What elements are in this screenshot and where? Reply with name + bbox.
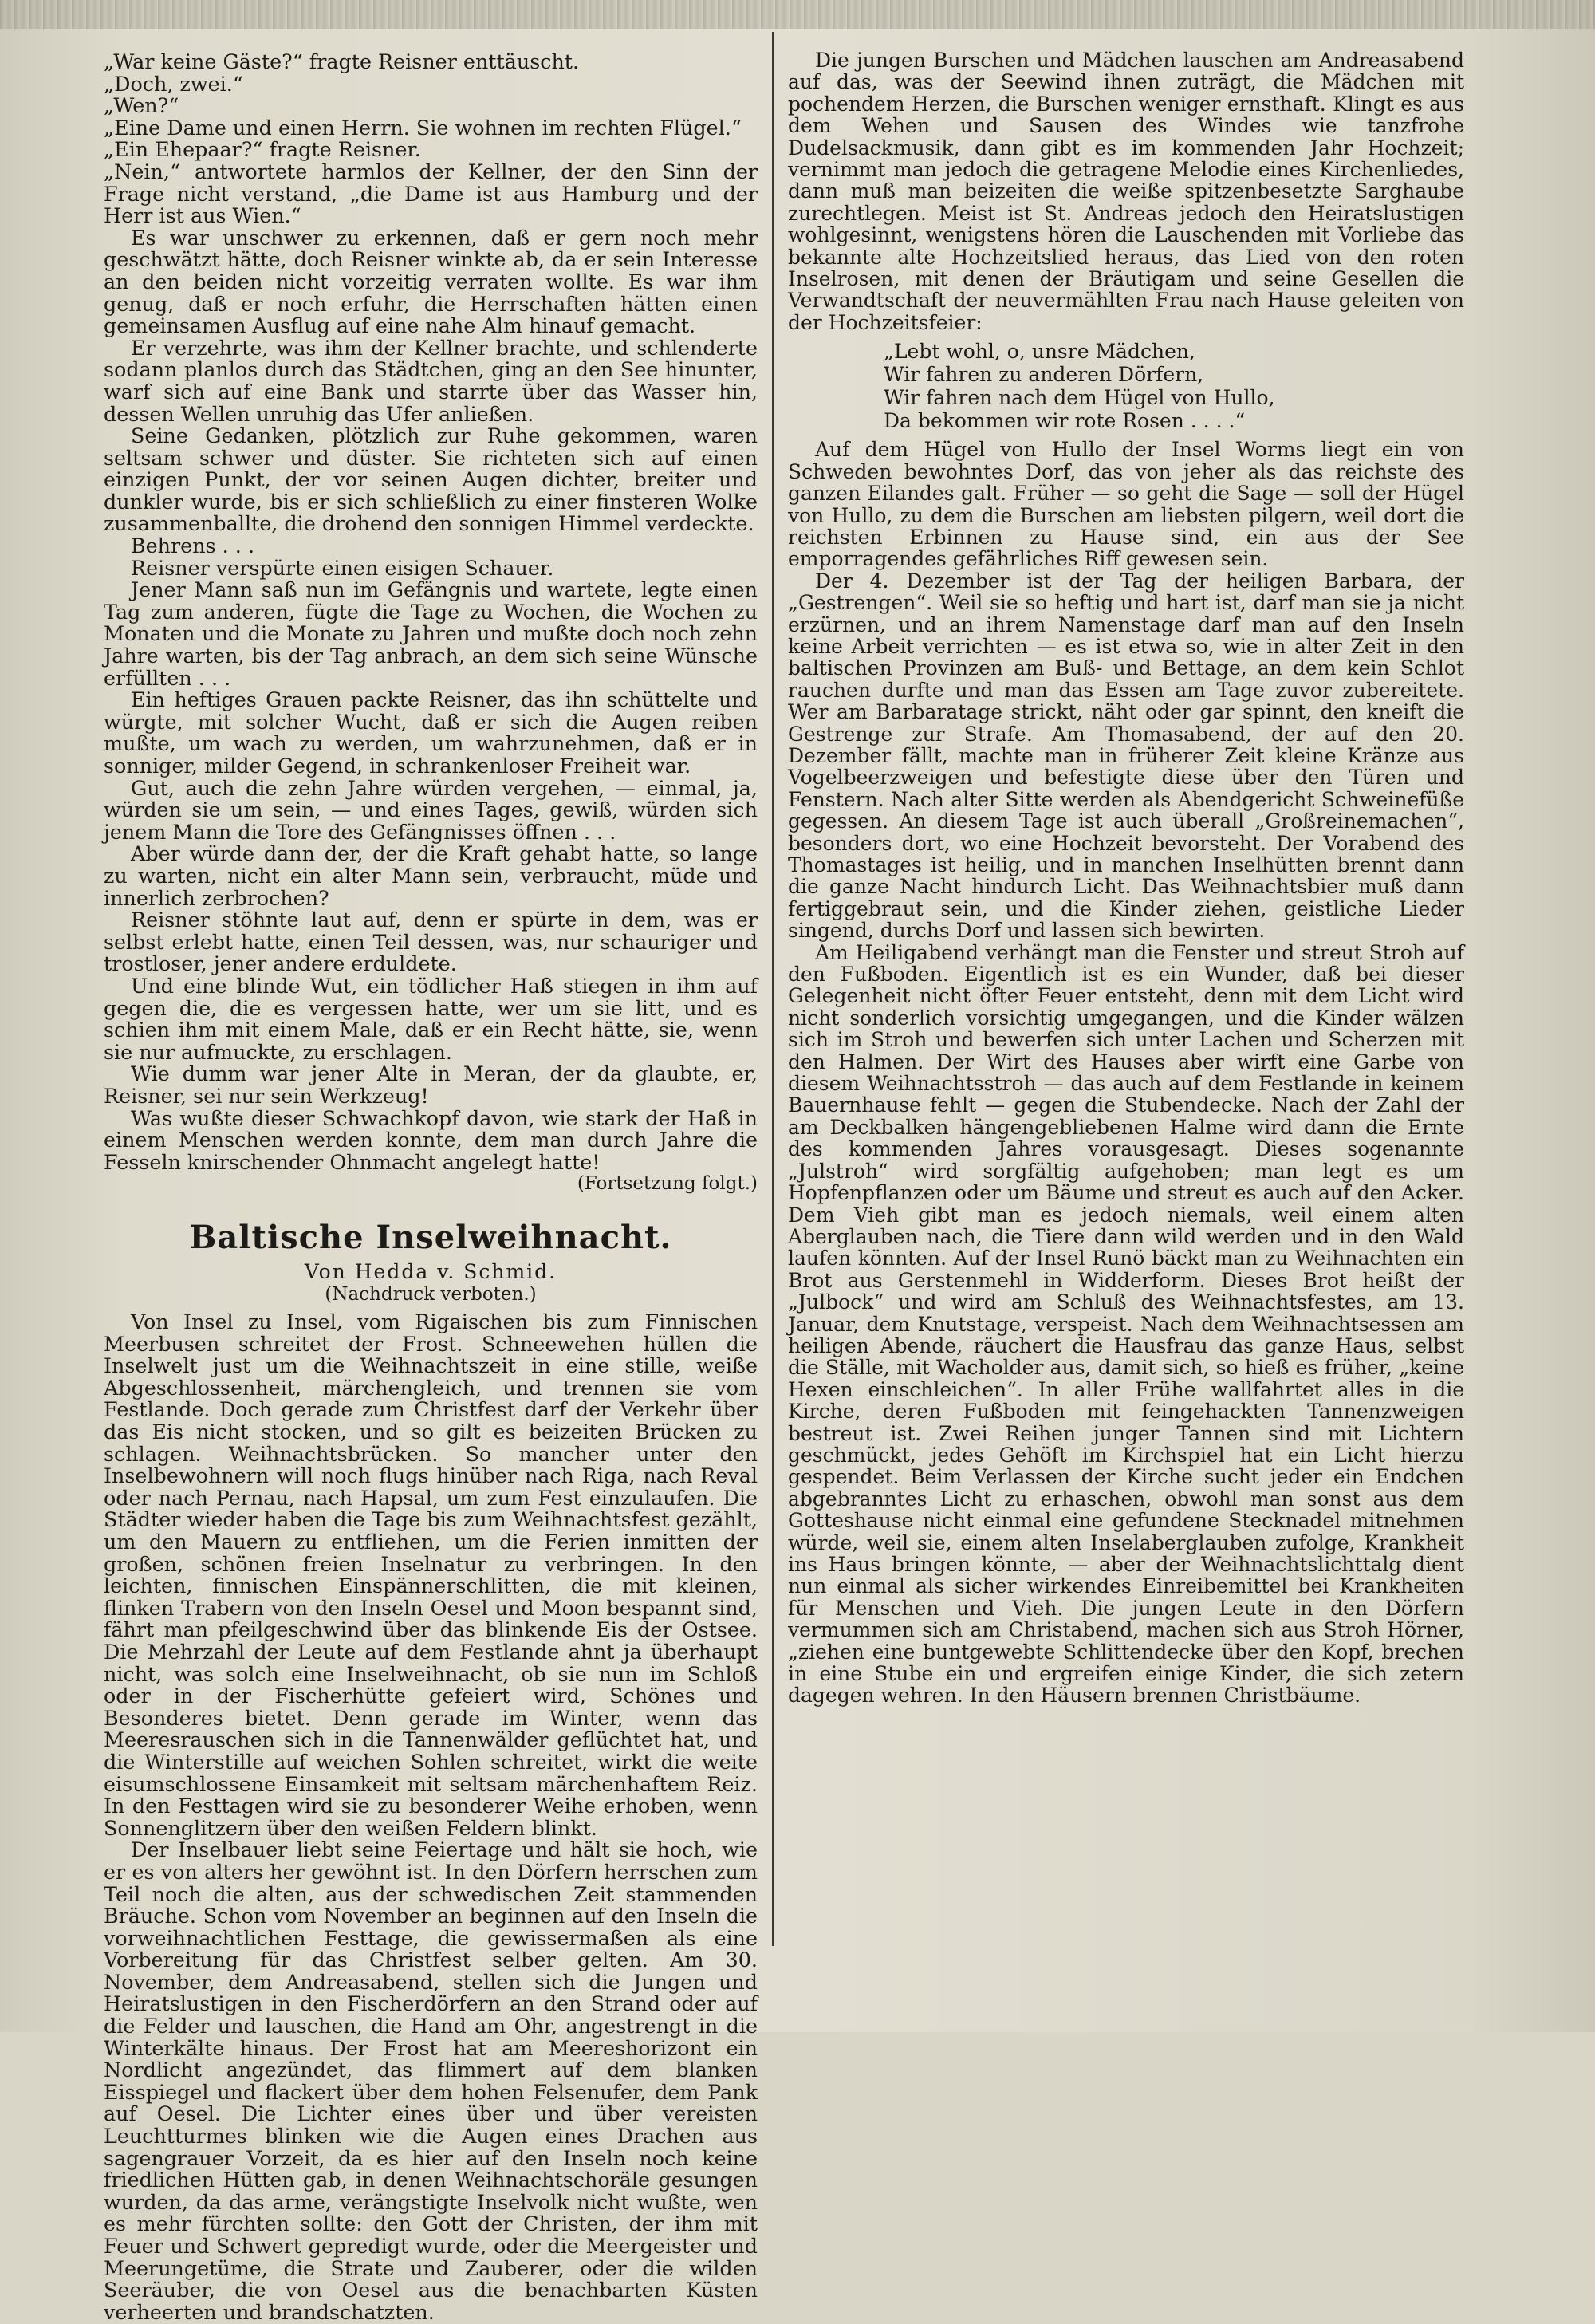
left-column — [104, 51, 758, 2323]
story-paragraph: Und eine blinde Wut, ein tödlicher Haß stiegen in ihm auf gegen die, die es vergessen hatte, wer um sie litt, und es schien ihm mit einem Male, daß er ein Recht hätte, sie, wenn sie nur aufmuckte, zu erschlagen. — [104, 973, 758, 1064]
reprint-note: (Nachdruck verboten.) — [325, 1284, 537, 1306]
story-paragraph: Reisner verspürte einen eisigen Schauer. — [131, 555, 554, 580]
story-paragraph: Reisner stöhnte laut auf, denn er spürte in dem, was er selbst erlebt hatte, einen Teil dessen, was, nur schauriger und trostloser, jener andere erduldete. — [104, 908, 758, 976]
story-paragraph: „Eine Dame und einen Herrn. Sie wohnen im rechten Flügel.“ — [104, 115, 742, 140]
story-paragraph: „Nein,“ antwortete harmlos der Kellner, der den Sinn der Frage nicht verstand, „die Dame ist aus Hamburg und der Herr ist aus Wien.“ — [104, 159, 758, 228]
column-divider — [772, 32, 774, 1946]
story-paragraph: Behrens . . . — [131, 534, 255, 558]
poem-line: „Lebt wohl, o, unsre Mädchen, — [884, 340, 1195, 364]
story-paragraph: „Doch, zwei.“ — [104, 71, 243, 96]
poem-line: Wir fahren nach dem Hügel von Hullo, — [884, 386, 1275, 410]
story-paragraph: „War keine Gäste?“ fragte Reisner enttäuscht. — [104, 49, 580, 73]
story-paragraph: Jener Mann saß nun im Gefängnis und wartete, legte einen Tag zum anderen, fügte die Tage zu Wochen, die Wochen zu Monaten und die Monate zu Jahren und mußte doch noch zehn Jahre warten, bis der Tag anbrach, an dem sich seine Wünsche erfüllten . . . — [104, 577, 758, 690]
story-paragraph: Seine Gedanken, plötzlich zur Ruhe gekommen, waren seltsam schwer und düster. Sie richteten sich auf einen einzigen Punkt, der vor seinen Augen dichter, breiter und dunkler wurde, bis er sich schließlich zu einer finsteren Wolke zusammenballte, die drohend den sonnigen Himmel verdeckte. — [104, 423, 758, 536]
story-paragraph: „Ein Ehepaar?“ fragte Reisner. — [104, 137, 421, 162]
article-paragraph: Auf dem Hügel von Hullo der Insel Worms liegt ein von Schweden bewohntes Dorf, das von jeher als das reichste des ganzen Eilandes galt. Früher — so geht die Sage — soll der Hügel von Hullo, zu dem die Burschen am liebsten pilgern, weil dort die reichsten Erbinnen zu Hause sind, ein aus der See emporragendes gefährliches Riff gewesen sein. — [788, 438, 1464, 571]
poem-verse — [884, 340, 1464, 432]
story-paragraph: Ein heftiges Grauen packte Reisner, das ihn schüttelte und würgte, mit solcher Wucht, daß er sich die Augen reiben mußte, um wach zu werden, um wahrzunehmen, daß er in sonniger, milder Gegend, in schrankenloser Freiheit war. — [104, 687, 758, 778]
right-column — [788, 49, 1464, 1707]
story-paragraph: Gut, auch die zehn Jahre würden vergehen, — einmal, ja, würden sie um sein, — und eines Tages, gewiß, würden sich jenem Mann die Tore des Gefängnisses öffnen . . . — [104, 775, 758, 844]
article-paragraph: Die jungen Burschen und Mädchen lauschen am Andreasabend auf das, was der Seewind ihnen zuträgt, die Mädchen mit pochendem Herzen, die Burschen weniger ernsthaft. Klingt es aus dem Wehen und Sausen des Windes wie tanzfrohe Dudelsackmusik, dann gibt es im kommenden Jahr Hochzeit; vernimmt man jedoch die getragene Melodie eines Kirchenliedes, dann muß man beizeiten die weiße spitzenbesetzte Sarghaube zurechtlegen. Meist ist St. Andreas jedoch den Heiratslustigen wohlgesinnt, wenigstens hören die Lauschenden mit Vorliebe das bekannte alte Hochzeitslied heraus, das Lied von den roten Inselrosen, mit denen der Bräutigam und seine Gesellen die Verwandtschaft der neuvermählten Frau nach Hause geleiten von der Hochzeitsfeier: — [788, 49, 1464, 334]
article-title: Baltische Inselweihnacht. — [189, 1218, 672, 1256]
article-paragraph: Am Heiligabend verhängt man die Fenster und streut Stroh auf den Fußboden. Eigentlich ist es ein Wunder, daß bei dieser Gelegenheit nicht öfter Feuer entsteht, denn mit dem Licht wird nicht sonderlich vorsichtig umgegangen, und die Kinder wälzen sich im Stroh und bewerfen sich unter Lachen und Scherzen mit den Halmen. Der Wirt des Hauses aber wirft eine Garbe von diesem Weihnachtsstroh — das auch auf dem Festlande in keinem Bauernhause fehlt — gegen die Stubendecke. Nach der Zahl der am Deckbalken hängengebliebenen Halme wird dann die Ernte des kommenden Jahres vorausgesagt. Dieses sogenannte „Julstroh“ wird sorgfältig aufgehoben; man legt es um Hopfenpflanzen oder um Bäume und streut es auch auf den Acker. Dem Vieh gibt man es jedoch niemals, weil einem alten Aberglauben nach, die Tiere dann wild werden und in den Wald laufen könnten. Auf der Insel Runö bäckt man zu Weihnachten ein Brot aus Gerstenmehl in Widderform. Dieses Brot heißt der „Julbock“ und wird am Schluß des Weihnachtsfestes, am 13. Januar, dem Knutstage, verspeist. Nach dem Weihnachtsessen am heiligen Abende, räuchert die Hausfrau das ganze Haus, selbst die Ställe, mit Wacholder aus, damit sich, so hieß es früher, „keine Hexen einschleichen“. In aller Frühe wallfahrtet alles in die Kirche, deren Fußboden mit feingehackten Tannenzweigen bestreut ist. Zwei Reihen junger Tannen sind mit Lichtern geschmückt, jedes Gehöft im Kirchspiel hat ein Licht hierzu gespendet. Beim Verlassen der Kirche sucht jeder ein Endchen abgebranntes Licht zu erhaschen, obwohl man sonst aus dem Gotteshause nicht einmal eine gefundene Stecknadel mitnehmen würde, weil sie, einem alten Inselaberglauben zufolge, Krankheit ins Haus bringen könnte, — aber der Weihnachtslichttalg dient nun einmal als sicher wirkendes Einreibemittel bei Krankheiten für Menschen und Vieh. Die jungen Leute in den Dörfern vermummen sich am Christabend, machen sich aus Stroh Hörner, „ziehen eine buntgewebte Schlittendecke über den Kopf, brechen in eine Stube ein und ergreifen einige Kinder, die sich zetern dagegen wehren. In den Häusern brennen Christbäume. — [788, 940, 1464, 1708]
story-paragraph: Es war unschwer zu erkennen, daß er gern noch mehr geschwätzt hätte, doch Reisner winkte ab, da er sein Interesse an den beiden nicht vorzeitig verraten wollte. Es war ihm genug, daß er noch erfuhr, die Herrschaften hätten einen gemeinsamen Ausflug auf eine nahe Alm hinauf gemacht. — [104, 225, 758, 338]
article-paragraph: Der 4. Dezember ist der Tag der heiligen Barbara, der „Gestrengen“. Weil sie so heftig und hart ist, darf man sie ja nicht erzürnen, und an ihrem Namenstage darf man auf den Inseln keine Arbeit verrichten — es ist etwa so, wie in alter Zeit in den baltischen Provinzen am Buß- und Bettage, an dem kein Schlot rauchen durfte und man das Essen am Tage zuvor zubereitete. Wer am Barbaratage strickt, näht oder gar spinnt, den kneift die Gestrenge zur Strafe. Am Thomasabend, der auf den 20. Dezember fällt, machte man in früherer Zeit kleine Kränze aus Vogelbeerzweigen und befestigte diese über den Türen und Fenstern. Nach alter Sitte werden als Abendgericht Schweinefüße gegessen. An diesem Tage ist auch überall „Großreinemachen“, besonders dort, wo eine Hochzeit bevorsteht. Der Vorabend des Thomastages ist heilig, und in manchen Inselhütten brennt dann die ganze Nacht hindurch Licht. Das Weihnachtsbier muß dann fertiggebraut sein, und die Kinder ziehen, geistliche Lieder singend, durchs Dorf und lassen sich bewirten. — [788, 569, 1464, 943]
article-paragraph: Der Inselbauer liebt seine Feiertage und hält sie hoch, wie er es von alters her gewöhnt ist. In den Dörfern herrschen zum Teil noch die alten, aus der schwedischen Zeit stammenden Bräuche. Schon vom November an beginnen auf den Inseln die vorweihnachtlichen Festtage, die gewissermaßen als eine Vorbereitung für das Christfest selber gelten. Am 30. November, dem Andreasabend, stellen sich die Jungen und Heiratslustigen in den Fischerdörfern an den Strand oder auf die Felder und lauschen, die Hand am Ohr, angestrengt in die Winterkälte hinaus. Der Frost hat am Meereshorizont ein Nordlicht angezündet, das flimmert auf dem blanken Eisspiegel und flackert über dem hohen Felsenufer, dem Pank auf Oesel. Die Lichter eines über und über vereisten Leuchtturmes blinken wie die Augen eines Drachen aus sagengrauer Vorzeit, da es hier auf den Inseln noch keine friedlichen Hütten gab, in denen Weihnachtschoräle gesungen wurden, da das arme, verängstigte Inselvolk nicht wußte, wen es mehr fürchten sollte: den Gott der Christen, der ihm mit Feuer und Schwert gepredigt wurde, oder die Meergeister und Meerungetüme, die Strate und Zauberer, oder die wilden Seeräuber, die von Oesel aus die benachbarten Küsten verheerten und brandschatzten. — [104, 1838, 758, 2324]
story-paragraph: Aber würde dann der, der die Kraft gehabt hatte, so lange zu warten, nicht ein alter Mann sein, verbraucht, müde und innerlich zerbrochen? — [104, 841, 758, 910]
story-paragraph: Was wußte dieser Schwachkopf davon, wie stark der Haß in einem Menschen werden konnte, dem man durch Jahre die Fesseln knirschender Ohnmacht angelegt hatte! — [104, 1105, 758, 1174]
poem-line: Wir fahren zu anderen Dörfern, — [884, 363, 1204, 387]
story-paragraph: Wie dumm war jener Alte in Meran, der da glaubte, er, Reisner, sei nur sein Werkzeug! — [104, 1062, 758, 1108]
poem-line: Da bekommen wir rote Rosen . . . .“ — [884, 409, 1246, 433]
article-byline: Von Hedda v. Schmid. — [304, 1259, 557, 1283]
adjacent-page-edge — [0, 0, 1595, 29]
story-paragraph: Er verzehrte, was ihm der Kellner brachte, und schlenderte sodann planlos durch das Städtchen, ging an den See hinunter, warf sich auf eine Bank und starrte über das Wasser hin, dessen Wellen unruhig das Ufer anließen. — [104, 335, 758, 426]
continuation-note: (Fortsetzung folgt.) — [577, 1173, 758, 1195]
story-paragraph: „Wen?“ — [104, 93, 179, 118]
article-paragraph: Von Insel zu Insel, vom Rigaischen bis zum Finnischen Meerbusen schreitet der Frost. Schneewehen hüllen die Inselwelt just um die Weihnachtszeit in eine stille, weiße Abgeschlossenheit, märchengleich, und trennen sie vom Festlande. Doch gerade zum Christfest darf der Verkehr über das Eis nicht stocken, und so gilt es beizeiten Brücken zu schlagen. Weihnachtsbrücken. So mancher unter den Inselbewohnern will noch flugs hinüber nach Riga, nach Reval oder nach Pernau, nach Hapsal, um zum Fest einzulaufen. Die Städter wieder haben die Tage bis zum Weihnachtsfest gezählt, um den Mauern zu entfliehen, um die Ferien inmitten der großen, schönen freien Inselnatur zu verbringen. In den leichten, finnischen Einspännerschlitten, die mit kleinen, flinken Trabern von den Inseln Oesel und Moon bespannt sind, fährt man pfeilgeschwind über das blinkende Eis der Ostsee. Die Mehrzahl der Leute auf dem Festlande ahnt ja überhaupt nicht, was solch eine Inselweihnacht, ob sie nun im Schloß oder in der Fischerhütte gefeiert wird, Schönes und Besonderes bietet. Denn gerade im Winter, wenn das Meeresrauschen sich in die Tannenwälder geflüchtet hat, und die Winterstille auf weichen Sohlen schreitet, wirkt die weite eisumschlossene Einsamkeit mit seltsam märchenhaftem Reiz. In den Festtagen wird sie zu besonderer Weihe erhoben, wenn Sonnenglitzern über den weißen Feldern blinkt. — [104, 1310, 758, 1840]
